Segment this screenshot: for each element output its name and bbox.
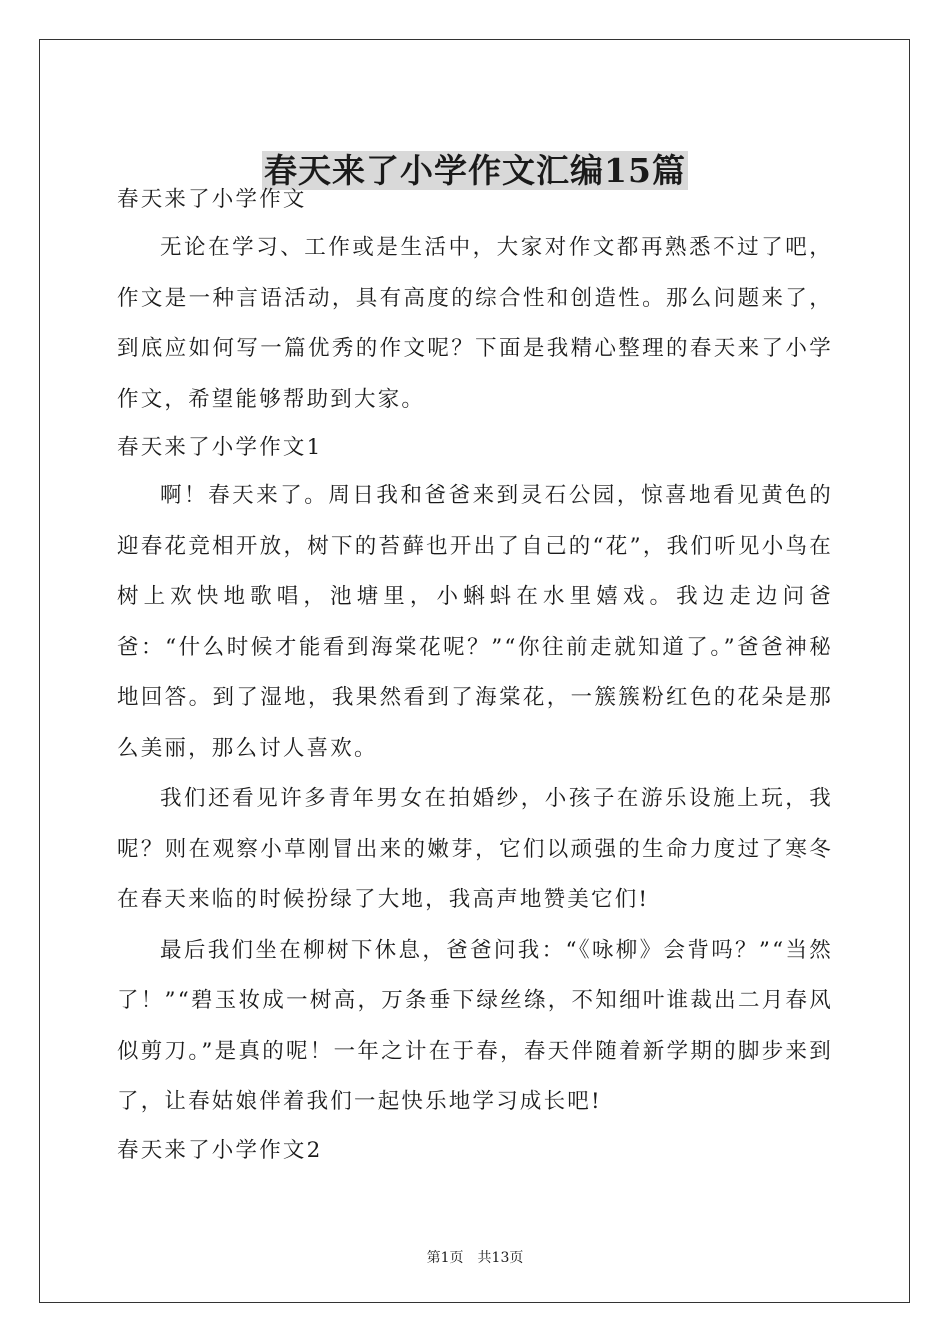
paragraph: 无论在学习、工作或是生活中，大家对作文都再熟悉不过了吧，作文是一种言语活动，具有高度的综合性和创造性。那么问题来了，到底应如何写一篇优秀的作文呢？下面是我精心整理的春天来了小学作文，希望能够帮助到大家。 [117,235,833,412]
section-heading: 春天来了小学作文1 [117,435,323,460]
paragraph: 最后我们坐在柳树下休息，爸爸问我：“《咏柳》会背吗？”“当然了！”“碧玉妆成一树高，万条垂下绿丝绦，不知细叶谁裁出二月春风似剪刀。”是真的呢！一年之计在于春，春天伴随着新学期的脚步来到了，让春姑娘伴着我们一起快乐地学习成长吧! [117,937,833,1114]
section-heading: 春天来了小学作文 [117,187,307,212]
page-number: 第1页 [426,1250,464,1266]
paragraph: 啊！春天来了。周日我和爸爸来到灵石公园，惊喜地看见黄色的迎春花竞相开放，树下的苔藓也开出了自己的“花”，我们听见小鸟在树上欢快地歌唱，池塘里，小蝌蚪在水里嬉戏。我边走边问爸爸：“什么时候才能看到海棠花呢？”“你往前走就知道了。”爸爸神秘地回答。到了湿地，我果然看到了海棠花，一簇簇粉红色的花朵是那么美丽，那么讨人喜欢。 [117,483,833,761]
page-footer [0,1249,950,1267]
document-title-text: 春天来了小学作文汇编15篇 [264,151,686,191]
section-heading: 春天来了小学作文2 [117,1137,323,1163]
paragraph: 我们还看见许多青年男女在拍婚纱，小孩子在游乐设施上玩，我呢？则在观察小草刚冒出来的嫩芽，它们以顽强的生命力度过了寒冬在春天来临的时候扮绿了大地，我高声地赞美它们! [117,786,833,912]
page-total: 共13页 [477,1250,524,1266]
document-body [117,177,833,1174]
